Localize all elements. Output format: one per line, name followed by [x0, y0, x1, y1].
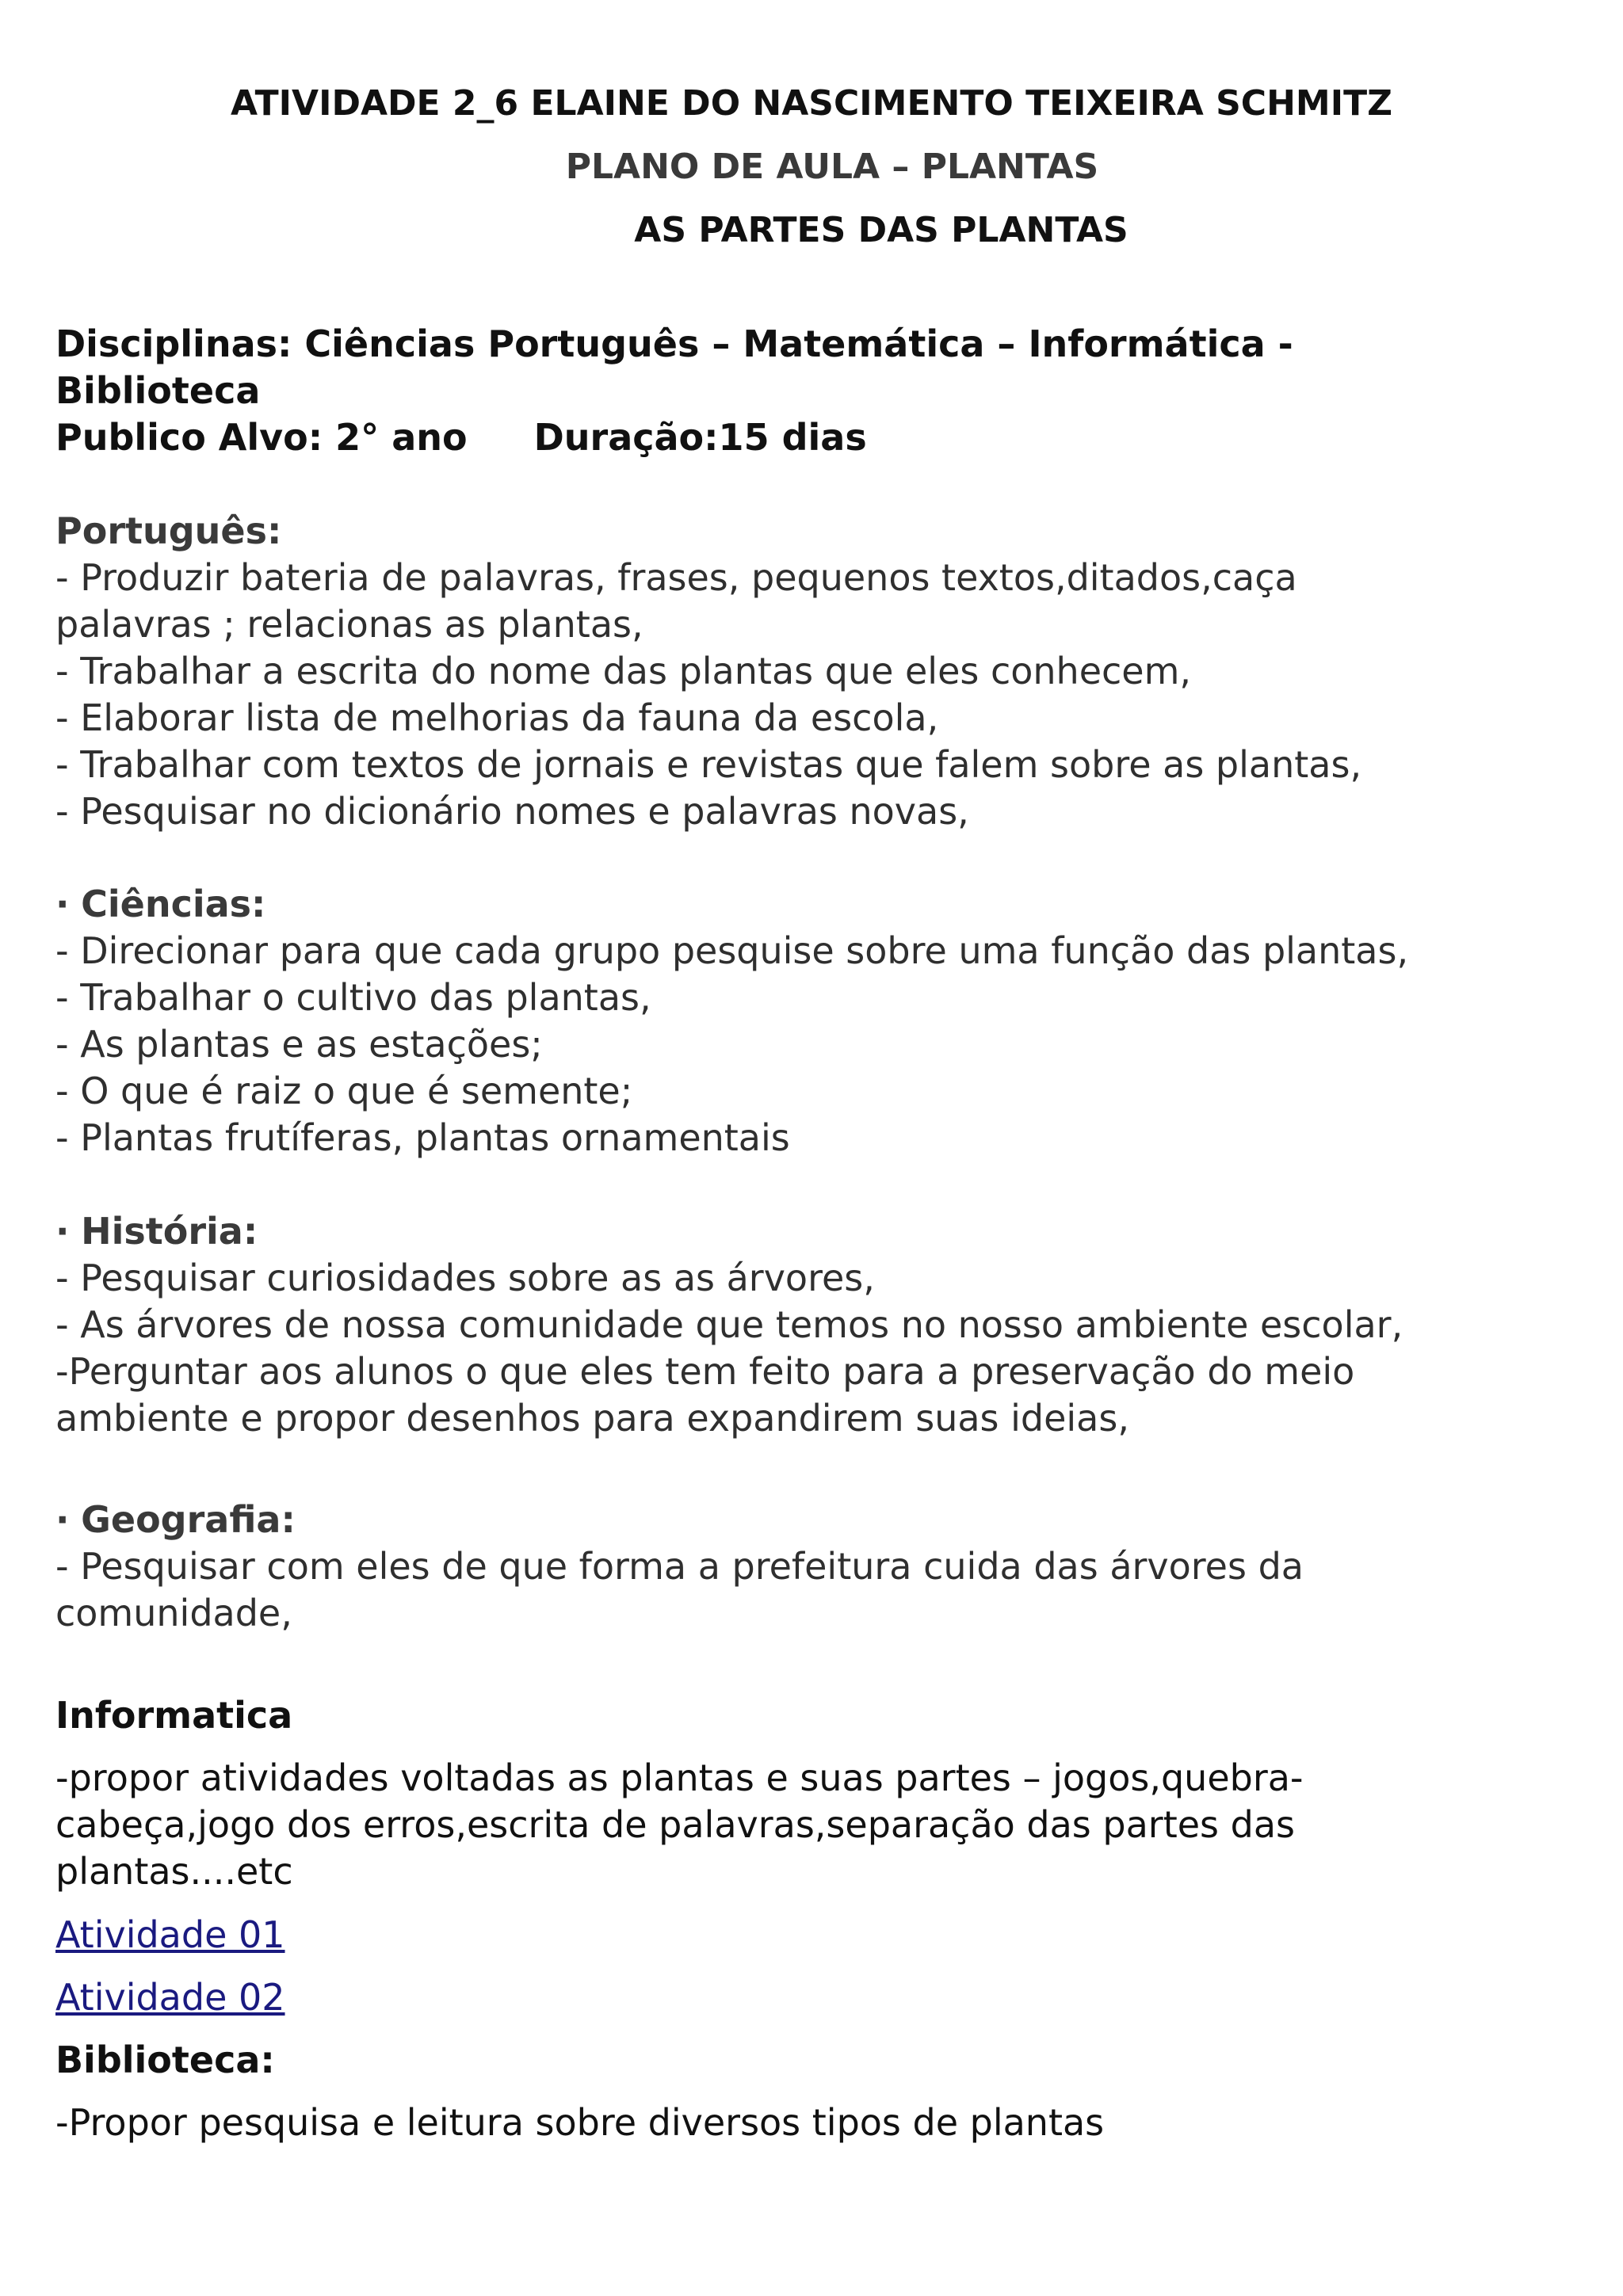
paragraph-line: -Propor pesquisa e leitura sobre diversos tipos de plantas	[55, 2101, 1105, 2144]
document-title: ATIVIDADE 2_6 ELAINE DO NASCIMENTO TEIXEIRA SCHMITZ	[231, 83, 1392, 124]
section-ciencias	[55, 881, 1577, 1161]
paragraph-line: cabeça,jogo dos erros,escrita de palavras,separação das partes das	[55, 1803, 1295, 1846]
section-informatica	[55, 1692, 1577, 1739]
duration: Duração:15 dias	[533, 416, 867, 459]
bullet-icon: ·	[55, 1498, 70, 1541]
section-heading: Geografia:	[81, 1498, 296, 1541]
bullet-icon: ·	[55, 1210, 70, 1253]
list-item: - As plantas e as estações;	[55, 1023, 543, 1066]
list-item: - Produzir bateria de palavras, frases, pequenos textos,ditados,caça	[55, 556, 1297, 599]
list-item: - Trabalhar com textos de jornais e revistas que falem sobre as plantas,	[55, 743, 1362, 786]
section-heading: Biblioteca:	[55, 2039, 275, 2081]
paragraph-line: plantas....etc	[55, 1850, 293, 1893]
section-heading-line	[55, 1497, 1577, 1543]
section-biblioteca	[55, 2037, 1577, 2084]
list-item: - Trabalhar a escrita do nome das plantas que eles conhecem,	[55, 650, 1192, 692]
disciplinas-line: Disciplinas: Ciências Português – Matemática – Informática -	[55, 322, 1293, 365]
list-item: - Pesquisar no dicionário nomes e palavras novas,	[55, 790, 969, 833]
paragraph-line: -propor atividades voltadas as plantas e suas partes – jogos,quebra-	[55, 1756, 1304, 1799]
list-item: - Pesquisar curiosidades sobre as as árvores,	[55, 1257, 875, 1299]
list-item: - Elaborar lista de melhorias da fauna da escola,	[55, 696, 939, 739]
section-heading-line	[55, 881, 1577, 928]
section-heading: História:	[81, 1210, 258, 1253]
list-item: palavras ; relacionas as plantas,	[55, 603, 643, 646]
target-audience: Publico Alvo: 2° ano	[55, 416, 468, 459]
list-item: comunidade,	[55, 1592, 292, 1634]
section-heading: Informatica	[55, 1694, 293, 1737]
list-item: - Pesquisar com eles de que forma a prefeitura cuida das árvores da	[55, 1545, 1304, 1588]
section-geografia	[55, 1497, 1577, 1637]
audience-duration-line	[55, 414, 1577, 461]
list-item: - As árvores de nossa comunidade que temos no nosso ambiente escolar,	[55, 1303, 1403, 1346]
list-item: ambiente e propor desenhos para expandirem suas ideias,	[55, 1397, 1129, 1440]
subject-title: AS PARTES DAS PLANTAS	[634, 210, 1128, 250]
disciplinas-line-cont: Biblioteca	[55, 369, 261, 412]
list-item: - O que é raiz o que é semente;	[55, 1070, 633, 1112]
section-historia	[55, 1208, 1577, 1442]
link-activity-01[interactable]: Atividade 01	[55, 1913, 285, 1956]
link-activity-02-row	[55, 1974, 1577, 2021]
list-item: -Perguntar aos alunos o que eles tem feito para a preservação do meio	[55, 1350, 1355, 1393]
list-item: - Direcionar para que cada grupo pesquise sobre uma função das plantas,	[55, 929, 1409, 972]
bullet-icon: ·	[55, 883, 70, 925]
section-portugues	[55, 508, 1577, 835]
section-heading: Português:	[55, 509, 282, 552]
link-activity-01-row	[55, 1912, 1577, 1958]
list-item: - Trabalhar o cultivo das plantas,	[55, 976, 651, 1019]
meta-block	[55, 321, 1577, 461]
biblioteca-text	[55, 2100, 1577, 2146]
link-activity-02[interactable]: Atividade 02	[55, 1976, 285, 2019]
section-heading: Ciências:	[81, 883, 266, 925]
plan-title: PLANO DE AULA – PLANTAS	[565, 147, 1099, 187]
section-heading-line	[55, 1208, 1577, 1255]
informatica-text	[55, 1755, 1577, 1895]
list-item: - Plantas frutíferas, plantas ornamentais	[55, 1116, 790, 1159]
